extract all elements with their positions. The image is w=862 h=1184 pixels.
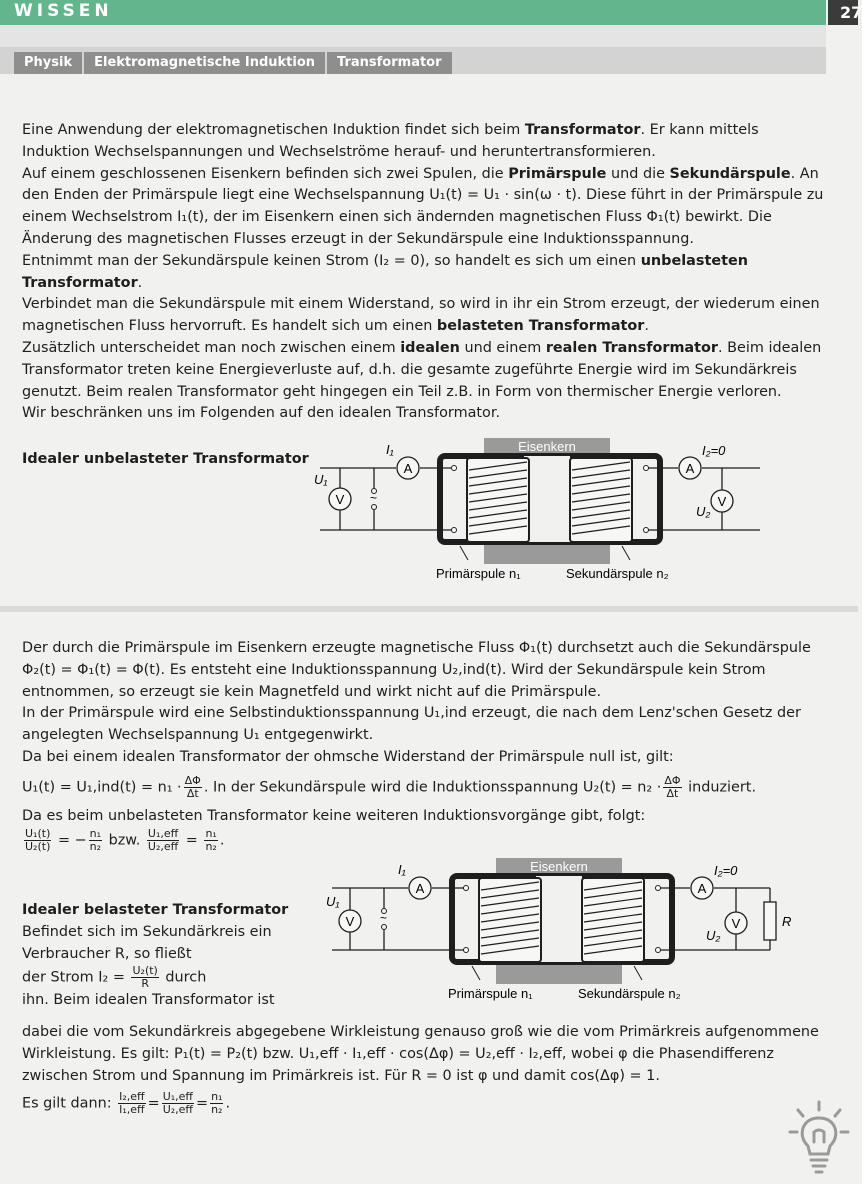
ac-symbol: ~ <box>380 911 388 925</box>
terminal <box>656 948 661 953</box>
terminal <box>382 925 387 930</box>
current-formula <box>22 965 322 990</box>
fraction <box>210 1091 223 1116</box>
diagram-unloaded-transformer <box>300 434 770 590</box>
body-paragraph-6: dabei die vom Sekundärkreis abgegebene Wirkleistung genauso groß wie die vom Primärkreis aufgenommene Wirkleistung. Es gilt: P₁(t) = P₂(t) bzw. U₁,eff · I₁,eff · cos(Δφ) = U₂,eff · I₂,eff, wobei φ die Phasendifferenz zwischen Strom und Spannung im Primärkreis ist. Für R = 0 ist φ und damit cos(Δφ) = 1. <box>22 1024 819 1084</box>
body-paragraph-1: Der durch die Primärspule im Eisenkern erzeugte magnetische Fluss Φ₁(t) durchsetzt auch die Sekundärspule Φ₂(t) = Φ₁(t) = Φ(t). Es entsteht eine Induktionsspannung U₂,ind(t). Wird der Sekundärspule kein Strom entnommen, so erzeugt sie kein Magnetfeld und wirkt nicht auf die Primärspule. <box>22 640 811 700</box>
section-title: WISSEN <box>14 1 113 21</box>
text: durch <box>165 969 207 986</box>
loaded-section <box>22 900 322 1012</box>
power-text <box>22 1022 828 1116</box>
primary-label: Primärspule n₁ <box>448 986 533 1001</box>
terminal <box>464 948 469 953</box>
breadcrumb-item-physik[interactable]: Physik <box>14 52 82 74</box>
text: bzw. <box>108 832 141 849</box>
text: = <box>147 1095 160 1112</box>
term-transformator: Transformator <box>524 122 641 138</box>
text: Befindet sich im Sekundärkreis ein <box>22 923 272 940</box>
heading-unbelastet: Idealer unbelasteter Transformator <box>22 451 309 467</box>
equation-3 <box>22 1091 828 1116</box>
heading-belastet: Idealer belasteter Transformator <box>22 902 289 918</box>
primary-label: Primärspule n₁ <box>436 566 521 581</box>
lightbulb-icon <box>786 1098 852 1178</box>
text: = <box>196 1095 209 1112</box>
core-gap <box>536 876 582 962</box>
text: . In der Sekundärspule wird die Induktionsspannung U₂(t) = n₂ · <box>203 779 662 796</box>
iron-core-bottom <box>496 962 622 984</box>
text: . <box>137 274 143 291</box>
denominator: n₂ <box>89 839 102 853</box>
i1-label: I₁ <box>398 862 406 877</box>
text: induziert. <box>688 779 757 796</box>
intro-paragraph-3 <box>22 251 828 295</box>
term-sekundaerspule: Sekundärspule <box>669 165 791 182</box>
intro-paragraph-2 <box>22 164 828 251</box>
ammeter-label: A <box>697 881 707 896</box>
terminal <box>452 528 457 533</box>
u1-label: U₁ <box>314 472 328 487</box>
text: und die <box>606 165 670 182</box>
denominator: R <box>141 977 149 991</box>
terminal <box>656 886 661 891</box>
secondary-label: Sekundärspule n₂ <box>578 986 681 1001</box>
ammeter-label: A <box>403 461 413 476</box>
resistor <box>764 902 776 940</box>
intro-text <box>22 120 828 425</box>
numerator: U₁(t) <box>25 826 51 840</box>
fraction <box>184 775 202 800</box>
body-paragraph-3: Da bei einem idealen Transformator der ohmsche Widerstand der Primärspule null ist, gilt: <box>22 748 674 765</box>
text: und einem <box>459 339 546 356</box>
fraction <box>147 828 179 853</box>
text: = <box>185 832 198 849</box>
numerator: U₂(t) <box>132 964 158 978</box>
denominator: n₂ <box>211 1103 223 1117</box>
numerator: n₁ <box>211 1090 223 1104</box>
u1-label: U₁ <box>326 894 340 909</box>
u2-label: U₂ <box>696 504 711 519</box>
numerator: ΔΦ <box>664 773 681 787</box>
text: der Strom I₂ = <box>22 969 125 986</box>
equation-1 <box>22 775 828 800</box>
numerator: U₁,eff <box>147 826 179 840</box>
pointer <box>634 966 642 980</box>
terminal <box>452 466 457 471</box>
text: U₁(t) = U₁,ind(t) = n₁ · <box>22 779 182 796</box>
denominator: U₂,eff <box>162 1103 194 1117</box>
text: Entnimmt man der Sekundärspule keinen Strom (I₂ = 0), so handelt es sich um einen <box>22 252 641 269</box>
body-paragraph-4: Da es beim unbelasteten Transformator keine weiteren Induktionsvorgänge gibt, folgt: <box>22 807 646 824</box>
text: Zusätzlich unterscheidet man noch zwischen einem <box>22 339 401 356</box>
secondary-label: Sekundärspule n₂ <box>566 566 669 581</box>
breadcrumb-item-induktion[interactable]: Elektromagnetische Induktion <box>84 52 325 74</box>
term-belastet: belasteten Transformator <box>436 318 645 335</box>
denominator: Δt <box>666 786 679 800</box>
voltmeter-label: V <box>345 914 355 929</box>
text: = − <box>57 832 87 849</box>
ammeter-label: A <box>685 461 695 476</box>
fraction <box>204 828 217 853</box>
term-ideal: idealen <box>400 339 460 356</box>
intro-paragraph-5 <box>22 338 828 403</box>
term-real: realen Transformator <box>545 339 719 356</box>
i1-label: I₁ <box>386 442 394 457</box>
iron-core-bottom <box>484 542 610 564</box>
numerator: I₂,eff <box>119 1090 145 1104</box>
pointer <box>460 546 468 560</box>
text: . <box>225 1095 231 1112</box>
text: . <box>219 832 225 849</box>
terminal <box>644 466 649 471</box>
fraction <box>162 1091 194 1116</box>
text: . Beim idealen Transformator treten keine Energieverluste auf, d.h. die gesamte zugeführte Energie wird im Sekundärkreis genutzt. Beim realen Transformator geht hingegen ein Teil z.B. in Form von thermischer Energie verloren. <box>22 339 822 400</box>
page-number: 27 <box>828 0 858 25</box>
text: Verbraucher R, so fließt <box>22 945 192 962</box>
text: Auf einem geschlossenen Eisenkern befinden sich zwei Spulen, die <box>22 165 509 182</box>
denominator: U₂,eff <box>147 839 179 853</box>
fraction <box>24 828 51 853</box>
fraction <box>89 828 102 853</box>
core-label: Eisenkern <box>518 439 576 454</box>
u2-label: U₂ <box>706 928 721 943</box>
terminal <box>372 505 377 510</box>
pointer <box>472 966 480 980</box>
text: . An den Enden der Primärspule liegt eine Wechselspannung U₁(t) = U₁ · sin(ω · t). Diese führt in der Primärspule zu einem Wechselstrom I₁(t), der im Eisenkern einen sich ändernden magnetischen Fluss Φ₁(t) bewirkt. Die Änderung des magnetischen Flusses erzeugt in der Sekundärspule eine Induktionsspannung. <box>22 165 824 247</box>
diagram-loaded-transformer <box>312 854 802 1010</box>
section-divider <box>0 606 858 612</box>
intro-paragraph-1 <box>22 120 828 164</box>
denominator: U₂(t) <box>25 839 51 853</box>
numerator: n₁ <box>205 826 217 840</box>
voltmeter-label: V <box>335 492 345 507</box>
breadcrumb <box>14 52 454 74</box>
term-primaerspule: Primärspule <box>508 165 607 182</box>
ac-symbol: ~ <box>370 491 378 505</box>
text: ihn. Beim idealen Transformator ist <box>22 992 275 1009</box>
voltmeter-label: V <box>731 916 741 931</box>
breadcrumb-item-transformator[interactable]: Transformator <box>327 52 452 74</box>
pointer <box>622 546 630 560</box>
core-gap <box>524 456 570 542</box>
intro-paragraph-6: Wir beschränken uns im Folgenden auf den idealen Transformator. <box>22 405 501 422</box>
equation-2 <box>22 828 828 853</box>
fraction <box>118 1091 146 1116</box>
text: Es gilt dann: <box>22 1095 112 1112</box>
header-bar <box>0 0 826 25</box>
denominator: Δt <box>186 786 199 800</box>
text: Verbindet man die Sekundärspule mit einem Widerstand, so wird in ihr ein Strom erzeugt, der wiederum einen magnetischen Fluss hervorruft. Es handelt sich um einen <box>22 296 820 335</box>
denominator: I₁,eff <box>119 1103 145 1117</box>
resistor-label: R <box>782 914 792 929</box>
i2-label: I₂=0 <box>714 863 738 878</box>
header-band <box>0 25 826 47</box>
secondary-circuit <box>646 468 760 530</box>
text: . Er kann mittels Induktion Wechselspannungen und Wechselströme herauf- und heruntertransformieren. <box>22 122 759 160</box>
ammeter-label: A <box>415 881 425 896</box>
terminal <box>644 528 649 533</box>
text: Eine Anwendung der elektromagnetischen Induktion findet sich beim <box>22 122 525 138</box>
body-text <box>22 638 828 853</box>
numerator: ΔΦ <box>184 773 201 787</box>
fraction <box>131 965 158 990</box>
numerator: n₁ <box>89 826 102 840</box>
numerator: U₁,eff <box>162 1090 194 1104</box>
intro-paragraph-4 <box>22 294 828 338</box>
term-unbelastet: unbelasteten Transformator <box>22 252 748 291</box>
denominator: n₂ <box>205 839 217 853</box>
body-paragraph-2: In der Primärspule wird eine Selbstinduktionsspannung U₁,ind erzeugt, die nach dem Lenz'schen Gesetz der angelegten Wechselspannung U₁ entgegenwirkt. <box>22 705 801 744</box>
core-label: Eisenkern <box>530 859 588 874</box>
terminal <box>464 886 469 891</box>
i2-label: I₂=0 <box>702 443 726 458</box>
voltmeter-label: V <box>717 494 727 509</box>
fraction <box>663 775 681 800</box>
text: . <box>644 318 649 335</box>
